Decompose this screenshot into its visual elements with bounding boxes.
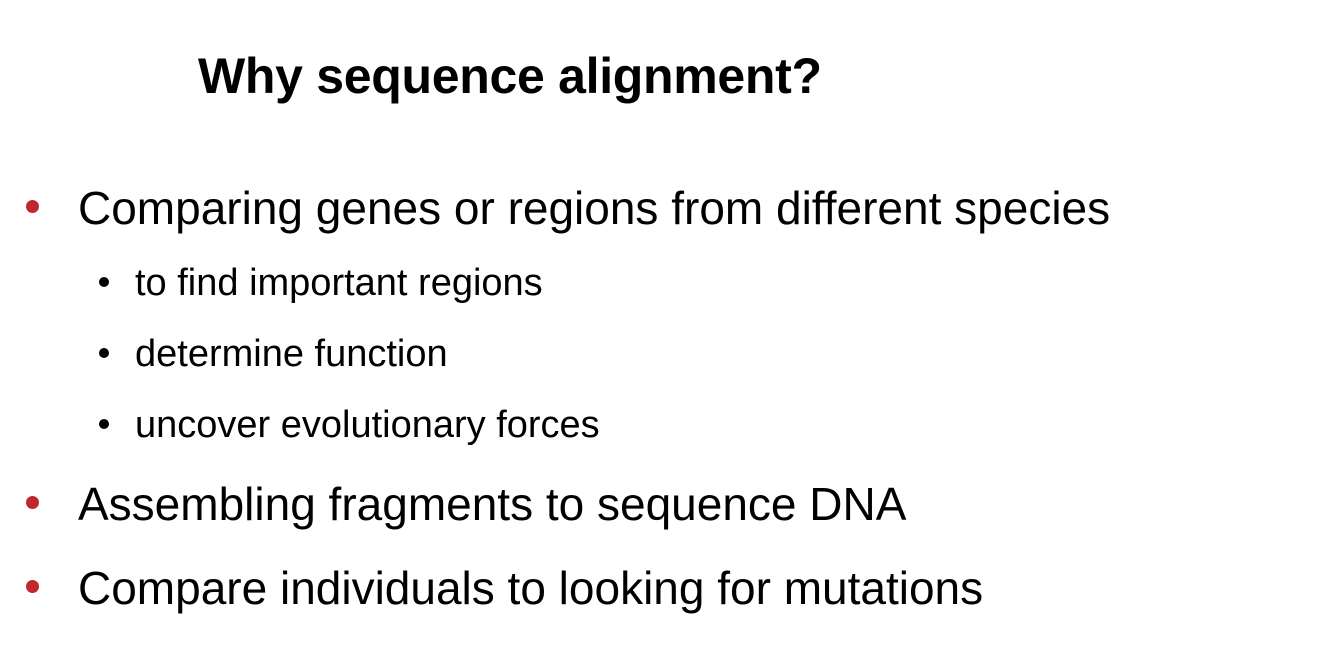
sub-bullet-dot-icon (99, 277, 109, 287)
sub-bullet-item (135, 258, 543, 308)
bullet-text: Assembling fragments to sequence DNA (78, 478, 907, 530)
sub-bullet-item (135, 329, 448, 379)
sub-bullet-dot-icon (99, 419, 109, 429)
sub-bullet-text: uncover evolutionary forces (135, 404, 600, 446)
bullet-item (78, 558, 983, 618)
bullet-dot-icon (26, 200, 39, 213)
bullet-dot-icon (26, 496, 39, 509)
sub-bullet-text: determine function (135, 333, 448, 375)
sub-bullet-dot-icon (99, 348, 109, 358)
bullet-text: Compare individuals to looking for mutations (78, 562, 984, 614)
slide-title: Why sequence alignment? (198, 48, 822, 104)
bullet-text: Comparing genes or regions from different species (78, 182, 1111, 234)
sub-bullet-text: to find important regions (135, 262, 543, 304)
sub-bullet-item (135, 400, 600, 450)
bullet-item (78, 474, 906, 534)
bullet-dot-icon (26, 580, 39, 593)
bullet-item (78, 178, 1110, 238)
